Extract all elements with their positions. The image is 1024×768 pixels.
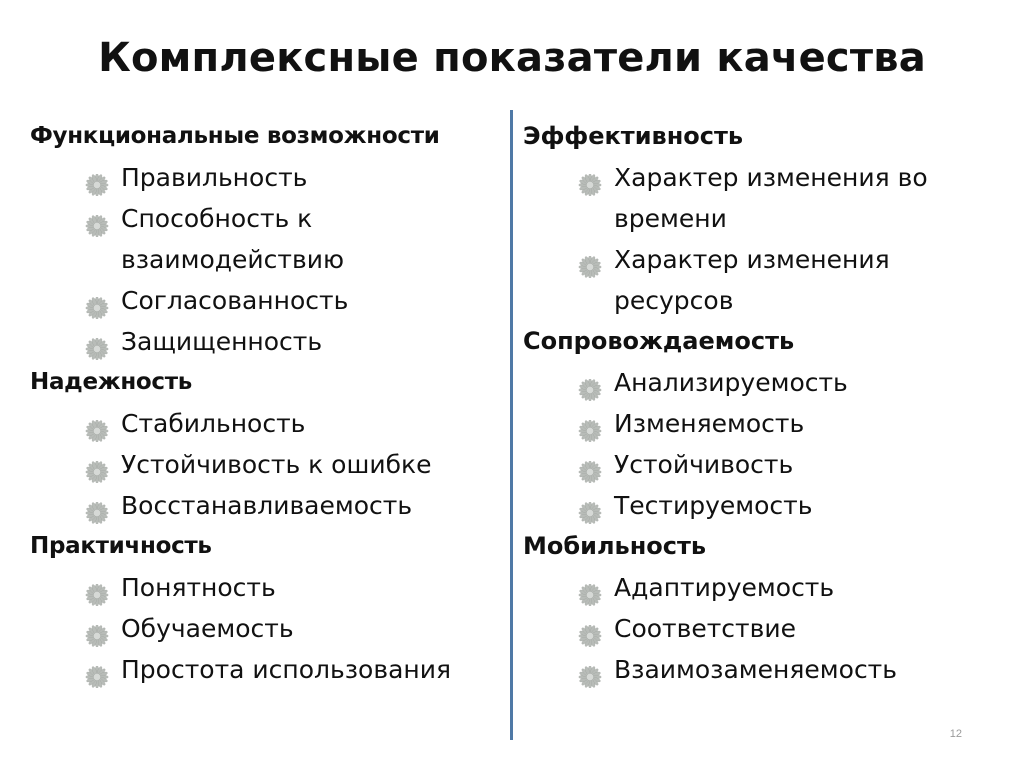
list-item bbox=[30, 444, 508, 485]
list-item-label: Характер изменения ресурсов bbox=[614, 245, 890, 315]
list-item bbox=[523, 485, 1003, 526]
flower-bullet-icon bbox=[82, 167, 112, 189]
flower-bullet-icon bbox=[575, 577, 605, 599]
section-heading-reliability: Надежность bbox=[30, 369, 193, 395]
flower-bullet-icon bbox=[82, 618, 112, 640]
flower-bullet-icon bbox=[575, 413, 605, 435]
list-item bbox=[523, 239, 1003, 321]
list-item-label: Понятность bbox=[121, 573, 276, 602]
list-item bbox=[523, 649, 1003, 690]
list-item-label: Характер изменения во времени bbox=[614, 163, 928, 233]
list-item-label: Анализируемость bbox=[614, 368, 848, 397]
list-item bbox=[30, 321, 508, 362]
flower-bullet-icon bbox=[82, 659, 112, 681]
list-item-label: Устойчивость к ошибке bbox=[121, 450, 432, 479]
section-heading-usability: Практичность bbox=[30, 533, 212, 559]
flower-bullet-icon bbox=[575, 659, 605, 681]
list-item-label: Соответствие bbox=[614, 614, 796, 643]
list-item-label: Изменяемость bbox=[614, 409, 805, 438]
list-item bbox=[30, 649, 508, 690]
flower-bullet-icon bbox=[82, 290, 112, 312]
list-item-label: Способность к взаимодействию bbox=[121, 204, 344, 274]
list-item-label: Тестируемость bbox=[614, 491, 813, 520]
left-column bbox=[30, 116, 508, 690]
slide-title: Комплексные показатели качества bbox=[98, 35, 926, 81]
section-heading-functionality: Функциональные возможности bbox=[30, 123, 440, 149]
flower-bullet-icon bbox=[82, 577, 112, 599]
flower-bullet-icon bbox=[575, 495, 605, 517]
list-item bbox=[523, 403, 1003, 444]
list-item bbox=[30, 280, 508, 321]
list-item bbox=[523, 157, 1003, 239]
list-item bbox=[30, 608, 508, 649]
list-item bbox=[30, 567, 508, 608]
flower-bullet-icon bbox=[82, 454, 112, 476]
list-item-label: Стабильность bbox=[121, 409, 306, 438]
flower-bullet-icon bbox=[575, 249, 605, 271]
flower-bullet-icon bbox=[575, 618, 605, 640]
list-item-label: Защищенность bbox=[121, 327, 323, 356]
list-item-label: Обучаемость bbox=[121, 614, 294, 643]
flower-bullet-icon bbox=[575, 372, 605, 394]
section-heading-portability: Мобильность bbox=[523, 532, 707, 560]
list-item bbox=[523, 444, 1003, 485]
list-item bbox=[523, 362, 1003, 403]
right-column bbox=[523, 116, 1003, 690]
flower-bullet-icon bbox=[575, 167, 605, 189]
list-item bbox=[523, 567, 1003, 608]
section-heading-maintainability: Сопровождаемость bbox=[523, 327, 795, 355]
list-item-label: Адаптируемость bbox=[614, 573, 835, 602]
list-item-label: Правильность bbox=[121, 163, 308, 192]
flower-bullet-icon bbox=[82, 208, 112, 230]
list-item bbox=[30, 485, 508, 526]
list-item bbox=[523, 608, 1003, 649]
flower-bullet-icon bbox=[82, 495, 112, 517]
column-divider bbox=[510, 110, 513, 740]
flower-bullet-icon bbox=[82, 331, 112, 353]
list-item bbox=[30, 403, 508, 444]
list-item-label: Взаимозаменяемость bbox=[614, 655, 897, 684]
flower-bullet-icon bbox=[575, 454, 605, 476]
flower-bullet-icon bbox=[82, 413, 112, 435]
list-item bbox=[30, 157, 508, 198]
list-item-label: Восстанавливаемость bbox=[121, 491, 413, 520]
list-item-label: Устойчивость bbox=[614, 450, 794, 479]
list-item bbox=[30, 198, 508, 280]
list-item-label: Простота использования bbox=[121, 655, 452, 684]
list-item-label: Согласованность bbox=[121, 286, 349, 315]
section-heading-efficiency: Эффективность bbox=[523, 122, 744, 150]
page-number: 12 bbox=[949, 728, 962, 740]
